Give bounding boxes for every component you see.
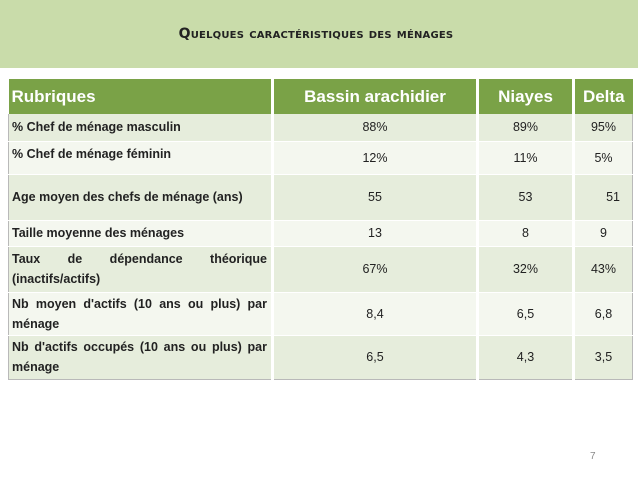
cell-delta: 9 [574, 220, 633, 246]
row-label: % Chef de ménage masculin [9, 114, 273, 141]
cell-niayes: 11% [478, 141, 574, 174]
header-bassin-arachidier: Bassin arachidier [273, 79, 478, 114]
cell-delta: 43% [574, 246, 633, 292]
row-label: Taux de dépendance théorique (inactifs/actifs) [9, 246, 273, 292]
table-row [9, 220, 633, 246]
cell-delta: 5% [574, 141, 633, 174]
cell-delta: 95% [574, 114, 633, 141]
cell-bassin-arachidier: 6,5 [273, 335, 478, 379]
cell-delta: 6,8 [574, 292, 633, 335]
cell-niayes: 6,5 [478, 292, 574, 335]
page-number: 7 [590, 451, 596, 462]
row-label: Taille moyenne des ménages [9, 220, 273, 246]
cell-niayes: 4,3 [478, 335, 574, 379]
table-row [9, 114, 633, 141]
cell-bassin-arachidier: 13 [273, 220, 478, 246]
cell-bassin-arachidier: 12% [273, 141, 478, 174]
table-header-row [9, 79, 633, 114]
cell-niayes: 89% [478, 114, 574, 141]
cell-bassin-arachidier: 88% [273, 114, 478, 141]
cell-delta: 3,5 [574, 335, 633, 379]
table-row [9, 174, 633, 220]
cell-delta: 51 [574, 174, 633, 220]
header-rubriques: Rubriques [9, 79, 273, 114]
cell-bassin-arachidier: 55 [273, 174, 478, 220]
header-delta: Delta [574, 79, 633, 114]
header-niayes: Niayes [478, 79, 574, 114]
cell-niayes: 8 [478, 220, 574, 246]
row-label: Nb d'actifs occupés (10 ans ou plus) par ménage [9, 335, 273, 379]
household-characteristics-table [8, 79, 633, 380]
cell-bassin-arachidier: 67% [273, 246, 478, 292]
cell-niayes: 32% [478, 246, 574, 292]
table-row [9, 335, 633, 379]
table-row [9, 141, 633, 174]
row-label: % Chef de ménage féminin [9, 141, 273, 174]
table-row [9, 292, 633, 335]
cell-niayes: 53 [478, 174, 574, 220]
slide-title: Quelques caractéristiques des ménages [178, 26, 454, 42]
title-band [0, 0, 638, 68]
cell-bassin-arachidier: 8,4 [273, 292, 478, 335]
table-row [9, 246, 633, 292]
row-label: Nb moyen d'actifs (10 ans ou plus) par ménage [9, 292, 273, 335]
row-label: Age moyen des chefs de ménage (ans) [9, 174, 273, 220]
